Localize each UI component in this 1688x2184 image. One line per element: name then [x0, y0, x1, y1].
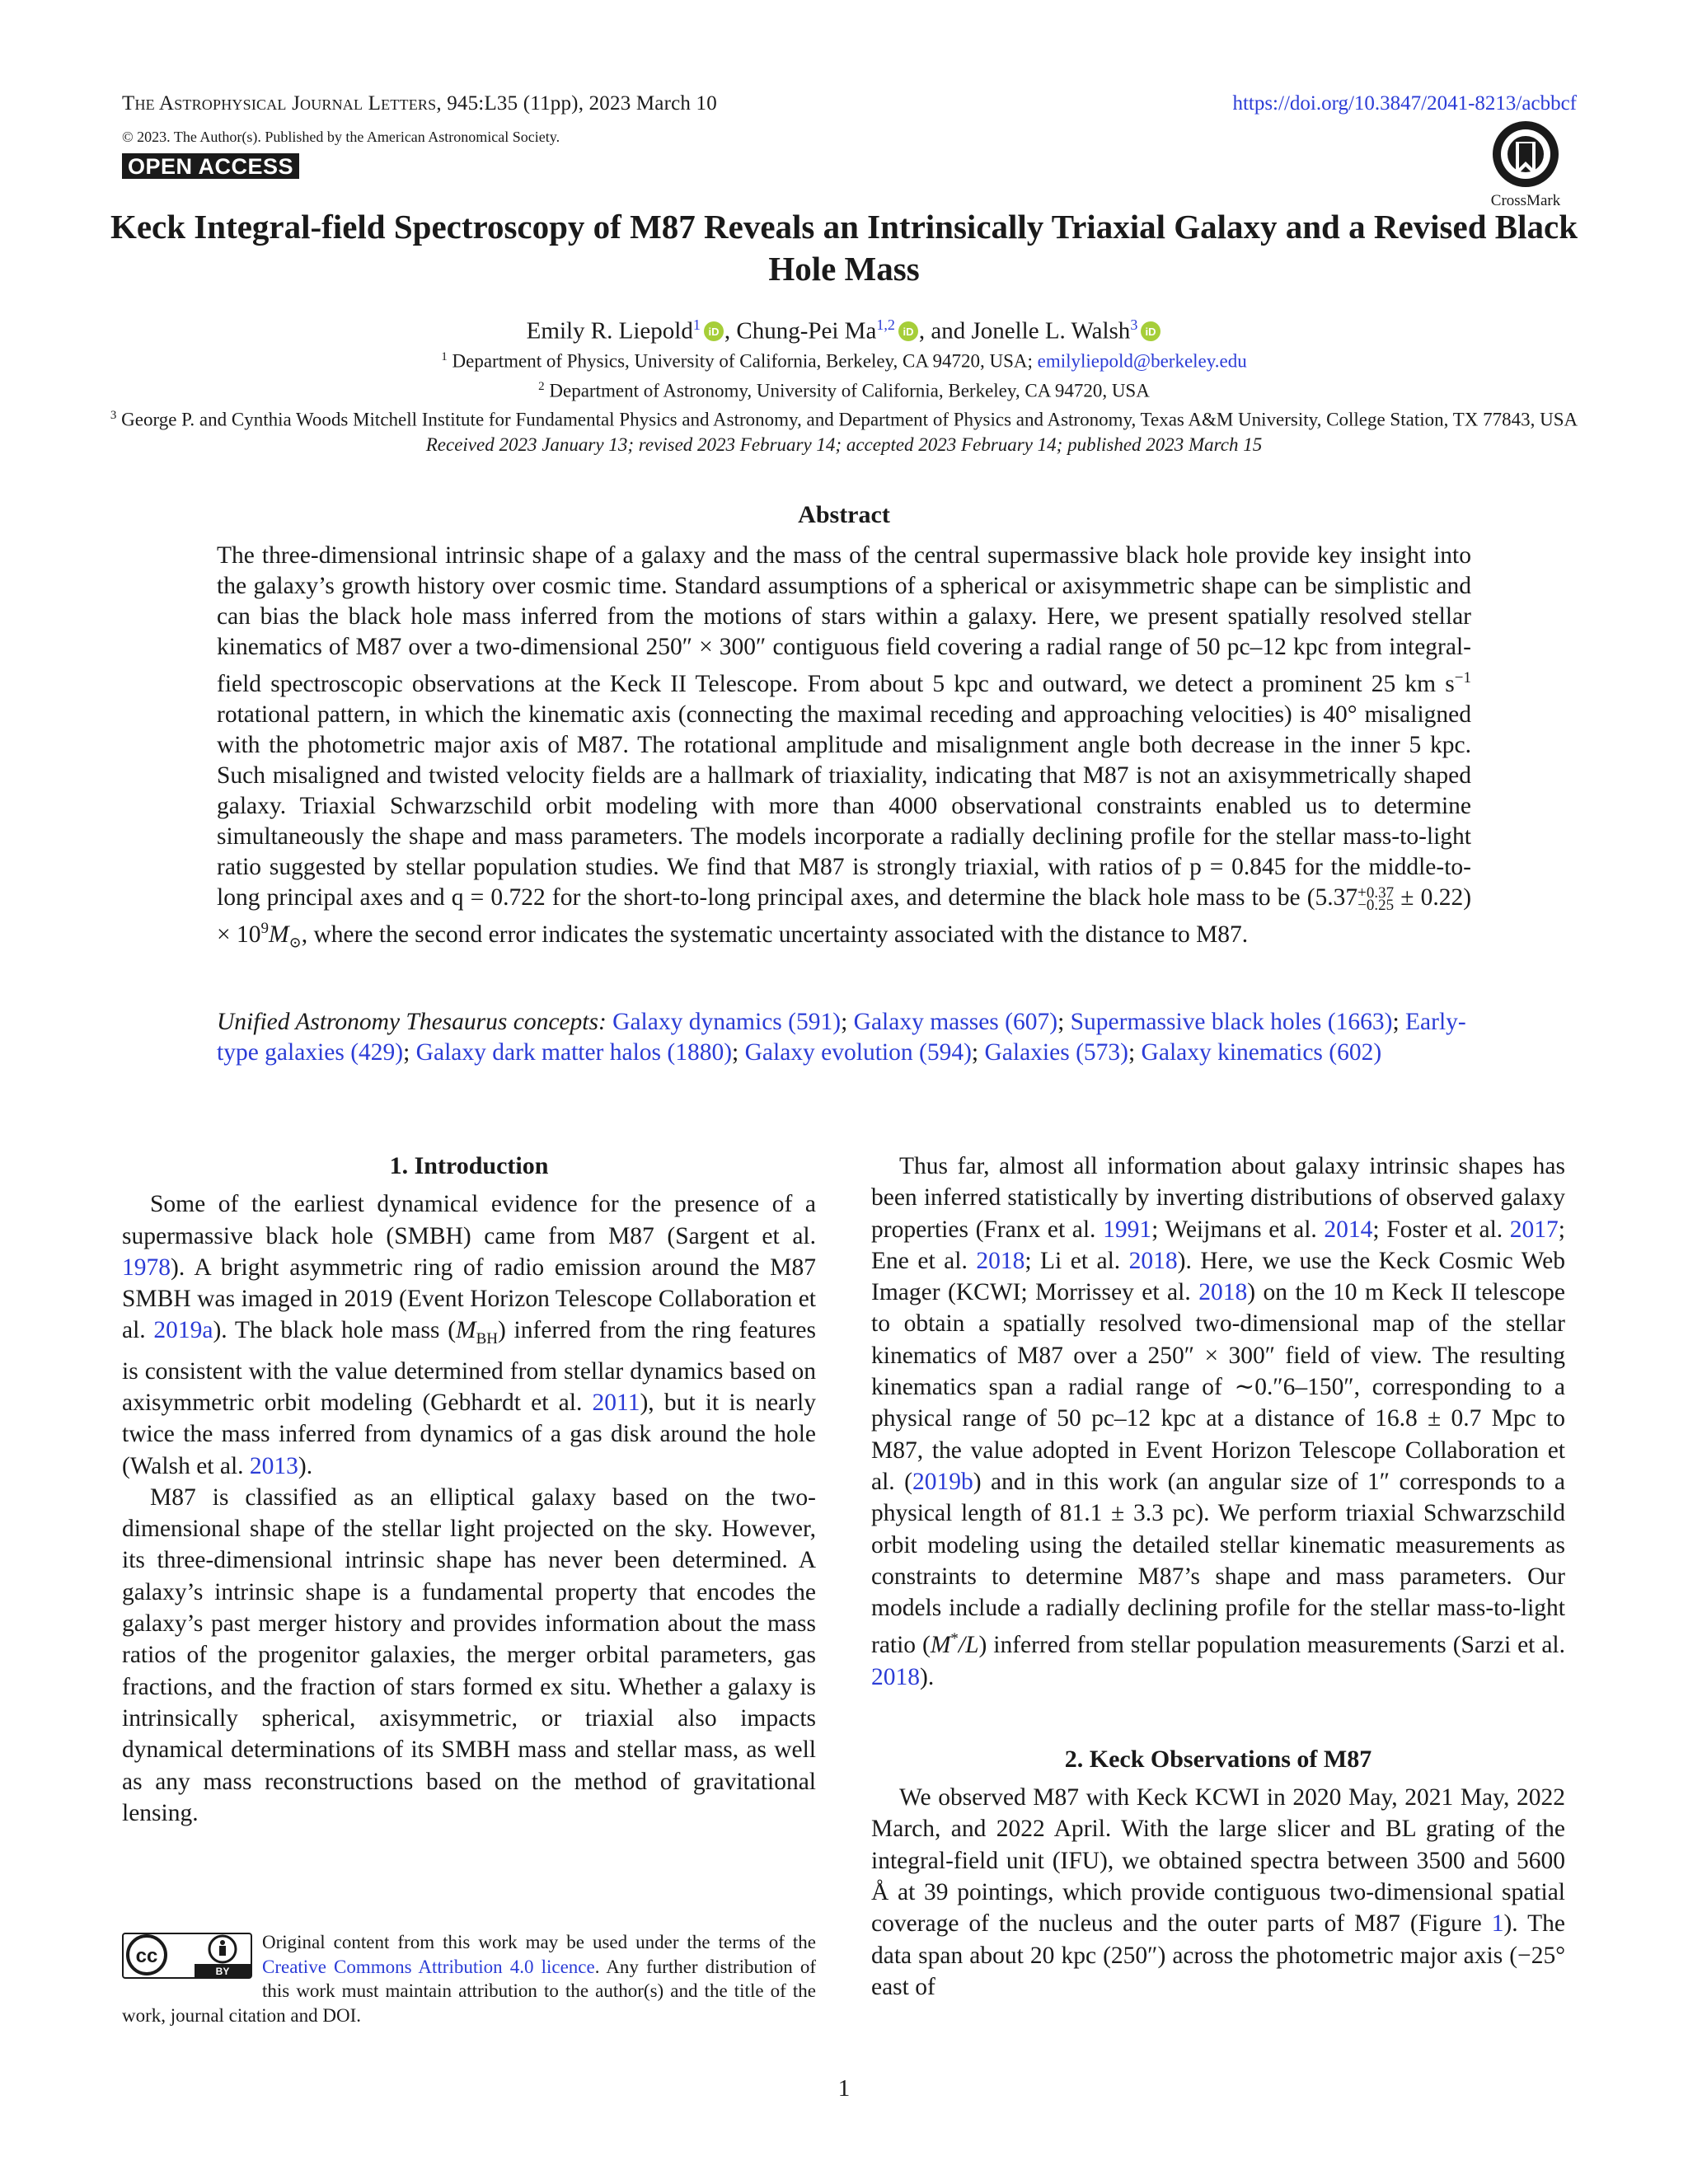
cc-by-label: BY: [215, 1966, 230, 1977]
right-paragraph-1: Thus far, almost all information about galaxy intrinsic shapes has been inferred statistically by inverting distributions of observed galaxy properties (Franx et al. 1991; Weijmans et al. 2014; Foster et al. 2017; Ene et al. 2018; Li et al. 2018). Here, we use the Keck Cosmic Web Imager (KCWI; Morrissey et al. 2018) on the 10 m Keck II telescope to obtain a spatially resolved two-dimensional map of the stellar kinematics of M87 over a 250″ × 300″ field of view. The resulting kinematics span a radial range of ∼0.″6–150″, corresponding to a physical range of 50 pc–12 kpc at a distance of 16.8 ± 0.7 Mpc to M87, the value adopted in Event Horizon Telescope Collaboration et al. (2019b) and in this work (an angular size of 1″ corresponds to a physical length of 81.1 ± 3.3 pc). We perform triaxial Schwarzschild orbit modeling using the detailed stellar kinematic measurements as constraints to determine M87’s shape and mass parameters. Our models include a radially declining profile for the stellar mass-to-light ratio (M*/L) inferred from stellar population measurements (Sarzi et al. 2018).: [871, 1153, 1565, 1690]
license-notice: cc BY Original content from this work may be used under the terms of the Creative Commons Attribution 4.0 licence. Any further distribution of this work must maintain attribution to the author(s) and the title of the work, journal citation and DOI.: [122, 1932, 816, 2026]
abstract-text: The three-dimensional intrinsic shape of a galaxy and the mass of the central supermassive black hole provide key insight into the galaxy’s growth history over cosmic time. Standard assumptions of a spherical or axisymmetric shape can be simplistic and can bias the black hole mass inferred from the motions of stars within a galaxy. Here, we present spatially resolved stellar kinematics of M87 over a two-dimensional 250″ × 300″ contiguous field covering a radial range of 50 pc–12 kpc from integral-field spectroscopic observations at the Keck II Telescope. From about 5 kpc and outward, we detect a prominent 25 km $s^{-1}$ rotational pattern, in which the kinematic axis (connecting the maximal receding and approaching velocities) is 40° misaligned with the photometric major axis of M87. The rotational amplitude and misalignment angle both decrease in the inner 5 kpc. Such misaligned and twisted velocity fields are a hallmark of triaxiality, indicating that M87 is not an axisymmetrically shaped galaxy. Triaxial Schwarzschild orbit modeling with more than 4000 observational constraints enabled us to determine simultaneously the shape and mass parameters. The models incorporate a radially declining profile for the stellar mass-to-light ratio suggested by stellar population studies. We find that M87 is strongly triaxial, with ratios of p = 0.845 for the middle-to-long principal axes and q = 0.722 for the short-to-long principal axes, and determine the black hole mass to be (5.37 +0.37 −0.25 ± $0.22) \times 10^9M_⊙$, where the second error indicates the systematic uncertainty associated with the distance to M87.: [217, 542, 1472, 951]
uat-concept-link[interactable]: Galaxies (573): [984, 1039, 1128, 1066]
abstract-heading: Abstract: [798, 501, 890, 528]
citation-link[interactable]: 2013: [249, 1452, 298, 1479]
citation-link[interactable]: 2018: [1198, 1279, 1248, 1306]
svg-text:iD: iD: [903, 325, 914, 338]
crossmark-icon: [1490, 119, 1561, 190]
orcid-icon[interactable]: [898, 321, 919, 342]
open-access-badge: OPEN ACCESS: [122, 153, 299, 179]
uat-concept-link[interactable]: Galaxy kinematics (602): [1141, 1039, 1382, 1066]
citation-link[interactable]: 2019a: [153, 1317, 213, 1344]
citation-link[interactable]: 1: [1491, 1910, 1504, 1938]
section-heading-introduction: 1. Introduction: [389, 1152, 549, 1179]
journal-name: The Astrophysical Journal Letters: [122, 92, 437, 115]
citation-link[interactable]: 2014: [1324, 1216, 1373, 1243]
uat-concept-link[interactable]: Galaxy dynamics (591): [612, 1009, 842, 1035]
math-symbol: M: [930, 1632, 951, 1659]
author-name: Chung-Pei Ma: [736, 317, 877, 344]
left-column: [122, 1151, 816, 1829]
journal-volume-date: , 945:L35 (11pp), 2023 March 10: [436, 92, 717, 115]
right-column: [871, 1151, 1565, 2003]
observations-paragraph-1: We observed M87 with Keck KCWI in 2020 May, 2021 May, 2022 March, and 2022 April. With the large slicer and BL grating of the integral-field unit (IFU), we obtained spectra between 3500 and 5600 Å at 39 pointings, which provide contiguous two-dimensional spatial coverage of the nucleus and the outer parts of M87 (Figure 1). The data span about 20 kpc (250″) across the photometric major axis (−25° east of: [871, 1784, 1565, 2000]
crossmark-label: CrossMark: [1490, 192, 1561, 209]
uat-label: Unified Astronomy Thesaurus concepts:: [217, 1009, 607, 1035]
intro-paragraph-2: M87 is classified as an elliptical galaxy based on the two-dimensional shape of the stellar light projected on the sky. However, its three-dimensional intrinsic shape has never been determined. A galaxy’s intrinsic shape is a fundamental property that encodes the galaxy’s past merger history and provides information about the mass ratios of the progenitor galaxies, the merger orbital parameters, gas fractions, and the fraction of stars formed ex situ. Whether a galaxy is intrinsically spherical, axisymmetric, or triaxial also impacts dynamical determinations of its SMBH mass and stellar mass, as well as any mass reconstructions based on the method of gravitational lensing.: [122, 1483, 816, 1826]
uat-concept-link[interactable]: Early-type galaxies (429): [217, 1009, 1466, 1066]
affiliation-2: $^2$ Department of Astronomy, University of California, Berkeley, CA 94720, USA: [538, 379, 1150, 401]
uat-concept-link[interactable]: Galaxy evolution (594): [744, 1039, 972, 1066]
author-affiliation-mark[interactable]: 3: [1130, 316, 1138, 333]
math-symbol: M: [456, 1317, 476, 1344]
citation-link[interactable]: 2017: [1509, 1216, 1559, 1243]
citation-link[interactable]: 2018: [871, 1663, 920, 1690]
cc-licence-link[interactable]: Creative Commons Attribution 4.0 licence: [262, 1956, 595, 1977]
author-affiliation-mark[interactable]: 1: [692, 316, 701, 333]
uat-concept-link[interactable]: Supermassive black holes (1663): [1070, 1009, 1393, 1035]
citation-link[interactable]: 2011: [592, 1389, 640, 1416]
affiliation-1: $^1$ Department of Physics, University of California, Berkeley, CA 94720, USA; emilyliepold@berkeley.edu: [441, 350, 1247, 372]
citation-link[interactable]: 2019b: [912, 1468, 973, 1495]
affiliations: [99, 344, 1589, 457]
intro-paragraph-1: Some of the earliest dynamical evidence for the presence of a supermassive black hole (SMBH) came from M87 (Sargent et al. 1978). A bright asymmetric ring of radio emission around the M87 SMBH was imaged in 2019 (Event Horizon Telescope Collaboration et al. 2019a). The black hole mass $(M_{BH})$ inferred from the ring features is consistent with the value determined from stellar dynamics based on axisymmetric orbit modeling (Gebhardt et al. 2011), but it is nearly twice the mass inferred from dynamics of a gas disk around the hole (Walsh et al. 2013).: [122, 1191, 816, 1479]
crossmark-badge[interactable]: [1489, 119, 1563, 210]
citation-link[interactable]: 2018: [1128, 1247, 1178, 1274]
uat-concept-link[interactable]: Galaxy dark matter halos (1880): [415, 1039, 733, 1066]
citation-link[interactable]: 2018: [976, 1247, 1025, 1274]
orcid-icon[interactable]: [1140, 321, 1161, 342]
svg-text:iD: iD: [1145, 325, 1156, 338]
journal-citation: [122, 92, 717, 115]
citation-link[interactable]: 1978: [122, 1254, 171, 1281]
author-name: Jonelle L. Walsh: [971, 317, 1131, 344]
author-list: Emily R. Liepold$^1$ iD , Chung-Pei Ma$^{1,2}$ iD , and Jonelle L. Walsh$^3$ iD: [99, 316, 1589, 345]
orcid-icon[interactable]: [703, 321, 724, 342]
copyright-notice: © 2023. The Author(s). Published by the American Astronomical Society.: [122, 129, 560, 145]
citation-link[interactable]: 1991: [1103, 1216, 1152, 1243]
doi-link[interactable]: https://doi.org/10.3847/2041-8213/acbbcf: [1232, 92, 1577, 115]
svg-text:iD: iD: [708, 325, 720, 338]
svg-text:cc: cc: [135, 1945, 158, 1967]
author-email-link[interactable]: emilyliepold@berkeley.edu: [1037, 350, 1247, 372]
page-number: 1: [837, 2075, 851, 2102]
received-dates: Received 2023 January 13; revised 2023 February 14; accepted 2023 February 14; published 2023 March 15: [425, 434, 1263, 455]
uat-concept-link[interactable]: Galaxy masses (607): [853, 1009, 1058, 1035]
uat-concepts: Unified Astronomy Thesaurus concepts: Galaxy dynamics (591); Galaxy masses (607); Supermassive black holes (1663); Early-type galaxies (429); Galaxy dark matter halos (1880); Galaxy evolution (594); Galaxies (573); Galaxy kinematics (602): [217, 1009, 1466, 1066]
author-affiliation-mark[interactable]: 1,2: [876, 316, 895, 333]
cc-by-license-icon[interactable]: [122, 1933, 252, 1979]
section-heading-observations: 2. Keck Observations of M87: [1064, 1745, 1372, 1773]
affiliation-3: $^3$ George P. and Cynthia Woods Mitchell Institute for Fundamental Physics and Astronomy, and Department of Physics and Astronomy, Texas A&M University, College Station, TX 77843, USA: [110, 409, 1578, 430]
paper-title: Keck Integral-field Spectroscopy of M87 Reveals an Intrinsically Triaxial Galaxy and a Revised Black Hole Mass: [110, 208, 1578, 288]
author-name: Emily R. Liepold: [526, 317, 693, 344]
